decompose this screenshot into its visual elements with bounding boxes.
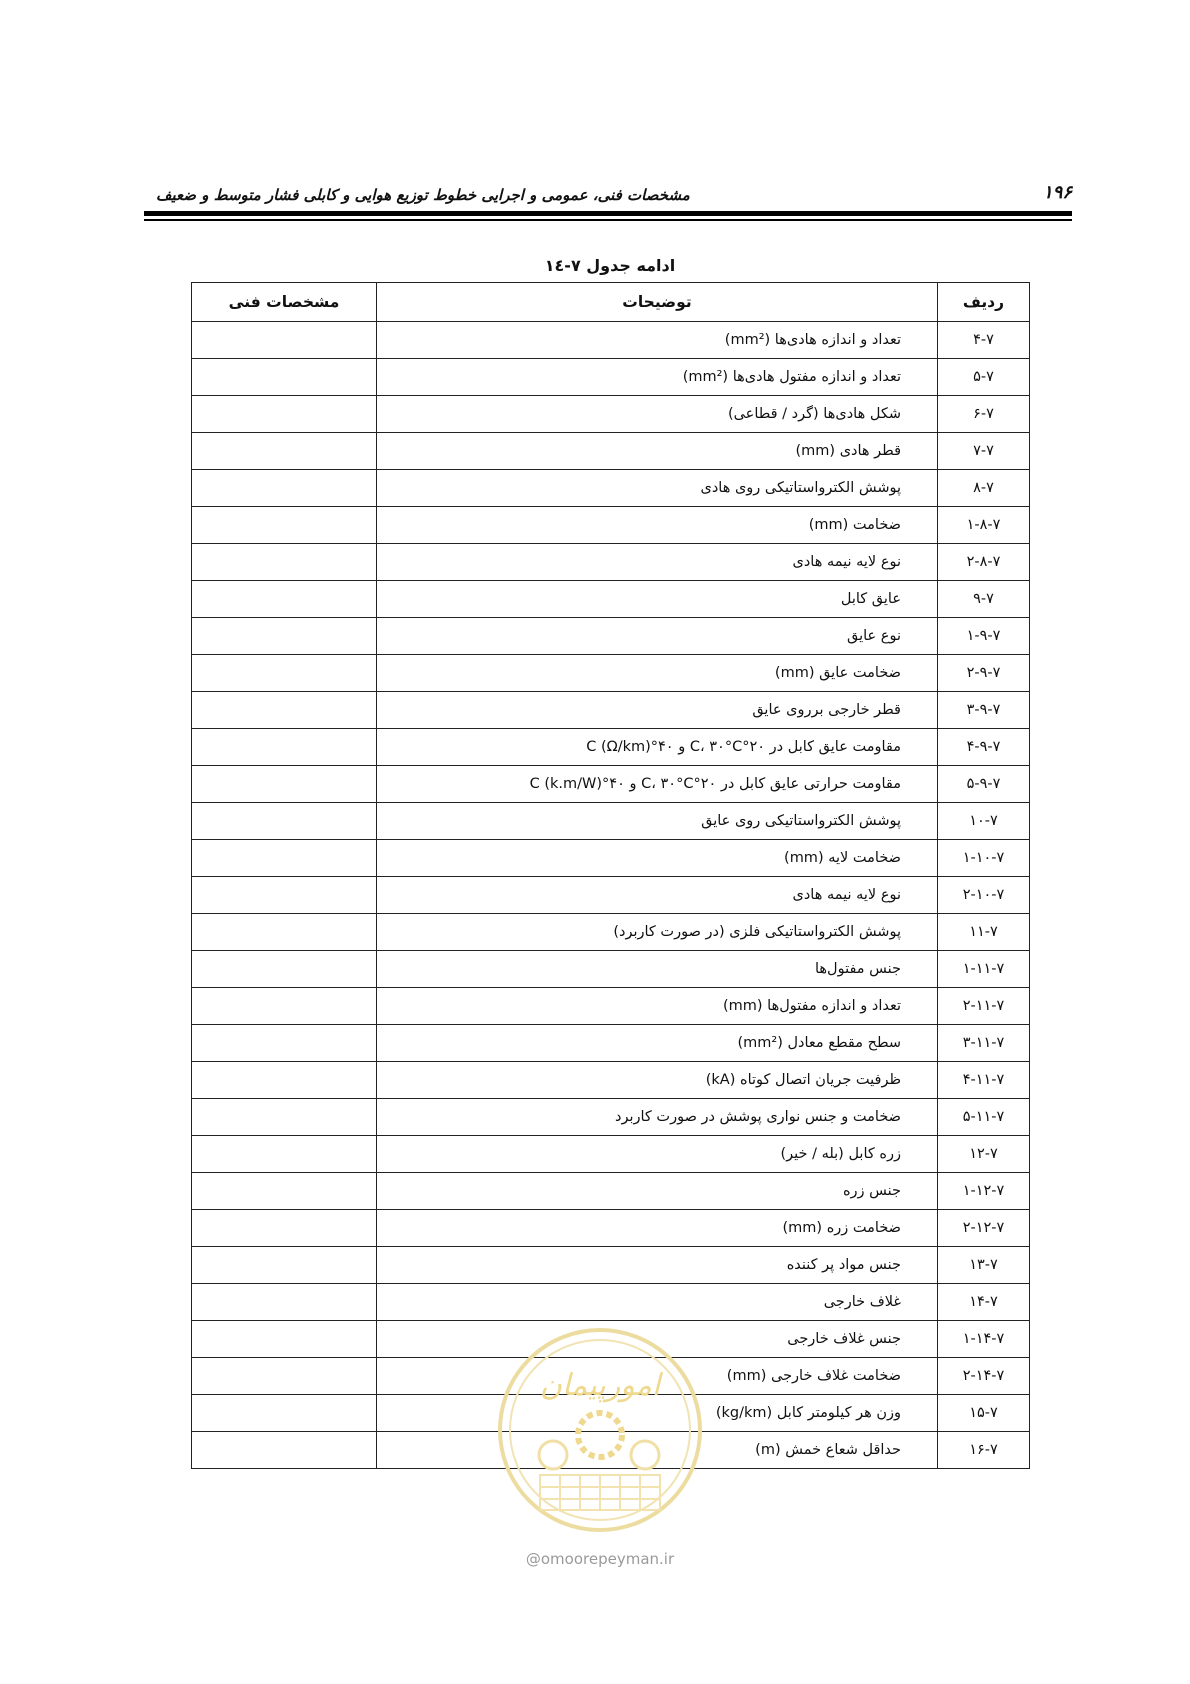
table-caption: ادامه جدول ۷-۱٤ bbox=[544, 256, 676, 275]
table-row bbox=[192, 396, 1030, 433]
watermark-building-icon bbox=[540, 1475, 660, 1510]
row-description: نوع عایق bbox=[377, 618, 938, 655]
row-number: ۲-۱۱-۷ bbox=[938, 988, 1030, 1025]
row-spec-value bbox=[192, 766, 377, 803]
row-spec-value bbox=[192, 803, 377, 840]
table-row bbox=[192, 840, 1030, 877]
row-number: ۱-۱۰-۷ bbox=[938, 840, 1030, 877]
row-number: ۱-۱۲-۷ bbox=[938, 1173, 1030, 1210]
row-spec-value bbox=[192, 470, 377, 507]
table-row bbox=[192, 322, 1030, 359]
table-row bbox=[192, 1284, 1030, 1321]
row-spec-value bbox=[192, 1432, 377, 1469]
row-description: قطر هادی (mm) bbox=[377, 433, 938, 470]
row-spec-value bbox=[192, 1173, 377, 1210]
row-number: ۲-۱۲-۷ bbox=[938, 1210, 1030, 1247]
row-number: ۳-۹-۷ bbox=[938, 692, 1030, 729]
table-row bbox=[192, 618, 1030, 655]
table-row bbox=[192, 1247, 1030, 1284]
row-number: ۱-۱۴-۷ bbox=[938, 1321, 1030, 1358]
row-number: ۱۲-۷ bbox=[938, 1136, 1030, 1173]
row-number: ۱۴-۷ bbox=[938, 1284, 1030, 1321]
row-number: ۴-۷ bbox=[938, 322, 1030, 359]
row-description: ضخامت و جنس نواری پوشش در صورت کاربرد bbox=[377, 1099, 938, 1136]
row-number: ۲-۱۴-۷ bbox=[938, 1358, 1030, 1395]
table-row bbox=[192, 914, 1030, 951]
row-description: نوع لایه نیمه هادی bbox=[377, 544, 938, 581]
table-row bbox=[192, 1432, 1030, 1469]
row-number: ۱۰-۷ bbox=[938, 803, 1030, 840]
table-row bbox=[192, 1062, 1030, 1099]
row-number: ۱۳-۷ bbox=[938, 1247, 1030, 1284]
row-spec-value bbox=[192, 581, 377, 618]
page-number: ۱۹۶ bbox=[1042, 182, 1072, 203]
row-description: جنس غلاف خارجی bbox=[377, 1321, 938, 1358]
row-spec-value bbox=[192, 1136, 377, 1173]
row-number: ۹-۷ bbox=[938, 581, 1030, 618]
watermark-at-icon: @ bbox=[525, 1550, 541, 1568]
row-spec-value bbox=[192, 618, 377, 655]
row-spec-value bbox=[192, 1321, 377, 1358]
row-spec-value bbox=[192, 951, 377, 988]
row-spec-value bbox=[192, 396, 377, 433]
row-description: ظرفیت جریان اتصال کوتاه (kA) bbox=[377, 1062, 938, 1099]
table-row bbox=[192, 803, 1030, 840]
row-spec-value bbox=[192, 1210, 377, 1247]
row-description: تعداد و اندازه مفتول هادی‌ها (mm²) bbox=[377, 359, 938, 396]
row-description: تعداد و اندازه مفتول‌ها (mm) bbox=[377, 988, 938, 1025]
row-spec-value bbox=[192, 729, 377, 766]
row-spec-value bbox=[192, 507, 377, 544]
row-spec-value bbox=[192, 655, 377, 692]
table-row bbox=[192, 544, 1030, 581]
row-number: ۲-۱۰-۷ bbox=[938, 877, 1030, 914]
row-number: ۱-۹-۷ bbox=[938, 618, 1030, 655]
row-description: ضخامت زره (mm) bbox=[377, 1210, 938, 1247]
row-spec-value bbox=[192, 1099, 377, 1136]
table-row bbox=[192, 655, 1030, 692]
watermark-logo-text: امورپیمان bbox=[539, 1368, 661, 1403]
table-header-row bbox=[192, 283, 1030, 322]
col-header-spec: مشخصات فنی bbox=[192, 283, 377, 322]
table-body bbox=[192, 322, 1030, 1469]
row-description: ضخامت غلاف خارجی (mm) bbox=[377, 1358, 938, 1395]
header-rule-thick bbox=[144, 211, 1072, 216]
table-row bbox=[192, 359, 1030, 396]
row-spec-value bbox=[192, 914, 377, 951]
table-row bbox=[192, 1321, 1030, 1358]
row-number: ۶-۷ bbox=[938, 396, 1030, 433]
row-number: ۱۵-۷ bbox=[938, 1395, 1030, 1432]
table-row bbox=[192, 877, 1030, 914]
col-header-description: توضیحات bbox=[377, 283, 938, 322]
row-number: ۵-۹-۷ bbox=[938, 766, 1030, 803]
row-description: تعداد و اندازه هادی‌ها (mm²) bbox=[377, 322, 938, 359]
spec-table bbox=[191, 282, 1030, 1469]
row-spec-value bbox=[192, 1025, 377, 1062]
row-spec-value bbox=[192, 692, 377, 729]
row-spec-value bbox=[192, 322, 377, 359]
table-row bbox=[192, 951, 1030, 988]
row-spec-value bbox=[192, 1395, 377, 1432]
row-description: عایق کابل bbox=[377, 581, 938, 618]
row-description: ضخامت لایه (mm) bbox=[377, 840, 938, 877]
row-number: ۱-۱۱-۷ bbox=[938, 951, 1030, 988]
table-row bbox=[192, 507, 1030, 544]
row-number: ۴-۱۱-۷ bbox=[938, 1062, 1030, 1099]
row-description: جنس مفتول‌ها bbox=[377, 951, 938, 988]
row-spec-value bbox=[192, 1062, 377, 1099]
row-description: زره کابل (بله / خیر) bbox=[377, 1136, 938, 1173]
row-number: ۱۱-۷ bbox=[938, 914, 1030, 951]
row-spec-value bbox=[192, 988, 377, 1025]
row-description: قطر خارجی برروی عایق bbox=[377, 692, 938, 729]
row-number: ۳-۱۱-۷ bbox=[938, 1025, 1030, 1062]
row-description: غلاف خارجی bbox=[377, 1284, 938, 1321]
table-row bbox=[192, 692, 1030, 729]
row-description: جنس زره bbox=[377, 1173, 938, 1210]
row-description: پوشش الکترواستاتیکی روی هادی bbox=[377, 470, 938, 507]
row-number: ۸-۷ bbox=[938, 470, 1030, 507]
row-spec-value bbox=[192, 1358, 377, 1395]
table-row bbox=[192, 766, 1030, 803]
running-title: مشخصات فنی، عمومی و اجرایی خطوط توزیع هوایی و کابلی فشار متوسط و ضعیف bbox=[156, 186, 690, 204]
row-spec-value bbox=[192, 544, 377, 581]
row-number: ۱-۸-۷ bbox=[938, 507, 1030, 544]
table-row bbox=[192, 1173, 1030, 1210]
row-description: مقاومت عایق کابل در ۲۰°C، ۳۰°C و ۴۰°C (Ω/km) bbox=[377, 729, 938, 766]
row-spec-value bbox=[192, 359, 377, 396]
table-row bbox=[192, 1358, 1030, 1395]
row-spec-value bbox=[192, 433, 377, 470]
table-row bbox=[192, 729, 1030, 766]
table-row bbox=[192, 470, 1030, 507]
table-row bbox=[192, 1395, 1030, 1432]
table-row bbox=[192, 1210, 1030, 1247]
row-description: نوع لایه نیمه هادی bbox=[377, 877, 938, 914]
row-spec-value bbox=[192, 840, 377, 877]
row-number: ۱۶-۷ bbox=[938, 1432, 1030, 1469]
table-row bbox=[192, 581, 1030, 618]
table-row bbox=[192, 988, 1030, 1025]
row-description: مقاومت حرارتی عایق کابل در ۲۰°C، ۳۰°C و ۴۰°C (k.m/W) bbox=[377, 766, 938, 803]
row-description: حداقل شعاع خمش (m) bbox=[377, 1432, 938, 1469]
row-description: ضخامت عایق (mm) bbox=[377, 655, 938, 692]
watermark-url bbox=[500, 1550, 700, 1568]
page-header bbox=[144, 180, 1072, 210]
header-rule-thin bbox=[144, 219, 1072, 221]
row-number: ۷-۷ bbox=[938, 433, 1030, 470]
table-row bbox=[192, 1136, 1030, 1173]
row-description: سطح مقطع معادل (mm²) bbox=[377, 1025, 938, 1062]
row-number: ۲-۹-۷ bbox=[938, 655, 1030, 692]
table-row bbox=[192, 1025, 1030, 1062]
row-description: پوشش الکترواستاتیکی روی عایق bbox=[377, 803, 938, 840]
row-spec-value bbox=[192, 1247, 377, 1284]
col-header-row: ردیف bbox=[938, 283, 1030, 322]
row-number: ۴-۹-۷ bbox=[938, 729, 1030, 766]
row-number: ۵-۷ bbox=[938, 359, 1030, 396]
row-description: ضخامت (mm) bbox=[377, 507, 938, 544]
row-spec-value bbox=[192, 1284, 377, 1321]
row-spec-value bbox=[192, 877, 377, 914]
table-row bbox=[192, 1099, 1030, 1136]
row-description: پوشش الکترواستاتیکی فلزی (در صورت کاربرد) bbox=[377, 914, 938, 951]
row-description: جنس مواد پر کننده bbox=[377, 1247, 938, 1284]
row-description: وزن هر کیلومتر کابل (kg/km) bbox=[377, 1395, 938, 1432]
row-number: ۵-۱۱-۷ bbox=[938, 1099, 1030, 1136]
table-row bbox=[192, 433, 1030, 470]
row-number: ۲-۸-۷ bbox=[938, 544, 1030, 581]
watermark-url-text: omoorepeyman.ir bbox=[540, 1550, 675, 1568]
row-description: شکل هادی‌ها (گرد / قطاعی) bbox=[377, 396, 938, 433]
